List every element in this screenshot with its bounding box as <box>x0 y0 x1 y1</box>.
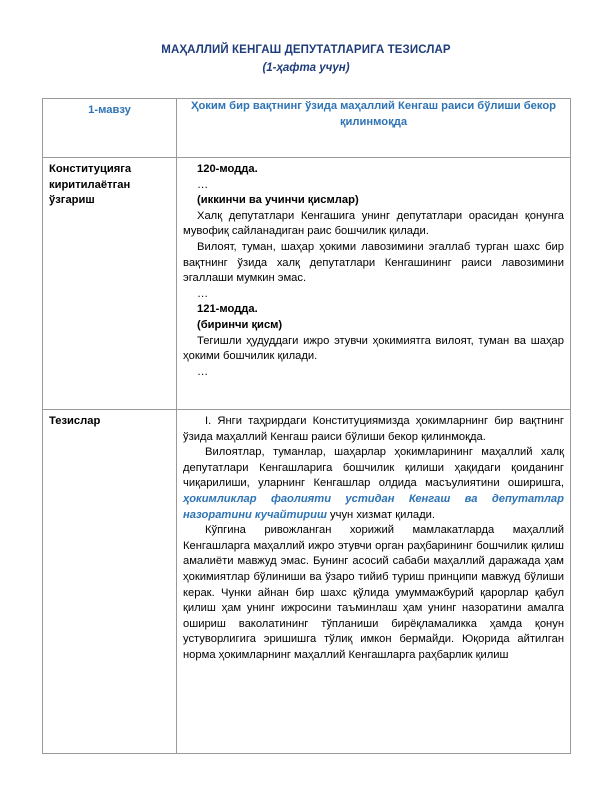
thesis-highlight: ҳокимликлар фаолияти устидан Кенгаш ва депутатлар назоратини кучайтириш <box>183 492 564 521</box>
theses-label: Тезислар <box>43 410 177 754</box>
ellipsis: … <box>197 365 209 378</box>
article-121-paragraph: Тегишли ҳудуддаги ижро этувчи ҳокимиятга вилоят, туман ва шаҳар ҳокими бошчилик қилади. <box>183 334 564 363</box>
thesis-paragraph-2-end: учун хизмат қилади. <box>326 508 435 521</box>
thesis-paragraph-3: Кўпгина ривожланган хорижий мамлакатларда маҳаллий Кенгашларга маҳаллий ижро этувчи орган раҳбарининг бошчилик қилиш амалиёти мавжуд эмас. Бунинг асосий сабаби маҳаллий даражада ҳам ҳокимиятлар бўлиниши ва ўзаро тийиб туриш принципи мавжуд бўлиши керак. Чунки айнан бир шахс қўлида умуммажбурий қарорлар қабул қилиш ҳам унинг ижросини таъминлаш ҳам унинг назоратини амалга ошириш ваколатининг тўпланиши бирёқламаликка ҳамда қонун устуворлигига эришишга тўлиқ имкон бермайди. Юқорида айтилган норма ҳокимларнинг маҳаллий Кенгашларга раҳбарлик қилиш <box>183 524 564 661</box>
document-title: МАҲАЛЛИЙ КЕНГАШ ДЕПУТАТЛАРИГА ТЕЗИСЛАР <box>161 44 451 56</box>
ellipsis: … <box>197 287 209 300</box>
parts-2-3-heading: (иккинчи ва учинчи қисмлар) <box>197 194 359 207</box>
topic-title-cell: Ҳоким бир вақтнинг ўзида маҳаллий Кенгаш раиси бўлиши бекор қилинмоқда <box>177 99 571 158</box>
thesis-paragraph-1: I. Янги таҳрирдаги Конституциямизда ҳокимларнинг бир вақтнинг ўзида маҳаллий Кенгаш раиси бўлиши бекор қилинмоқда. <box>183 415 564 443</box>
thesis-paragraph-2-start: Вилоятлар, туманлар, шаҳарлар ҳокимларининг маҳаллий халқ депутатлари Кенгашларига бошчилик қилиши ҳақидаги қоиданинг чиқарилиши, уларнинг Кенгашлар олдида масъулиятини оширишга, <box>183 446 564 490</box>
part-1-heading: (биринчи қисм) <box>197 318 283 331</box>
table-header-row <box>43 99 571 158</box>
thesis-paragraph-2 <box>183 445 564 523</box>
constitution-change-text <box>177 158 571 410</box>
topic-number-cell: 1-мавзу <box>43 99 177 158</box>
ellipsis: … <box>197 178 209 191</box>
article-121-heading: 121-модда. <box>197 303 258 316</box>
theses-text <box>177 410 571 754</box>
theses-row <box>43 410 571 754</box>
article-120-paragraph-2: Вилоят, туман, шаҳар ҳокими лавозимини эгаллаб турган шахс бир вақтнинг ўзида халқ депутатлари Кенгашининг раиси лавозимини эгаллаши мумкин эмас. <box>183 240 564 285</box>
constitution-change-row <box>43 158 571 410</box>
document-subtitle: (1-ҳафта учун) <box>262 62 350 74</box>
article-120-paragraph-1: Халқ депутатлари Кенгашига унинг депутатлари орасидан қонунга мувофиқ сайланадиган раис бошчилик қилади. <box>183 209 564 238</box>
article-120-heading: 120-модда. <box>197 163 258 175</box>
theses-table <box>42 98 571 754</box>
constitution-change-label: Конституцияга киритилаётган ўзгариш <box>43 158 177 410</box>
